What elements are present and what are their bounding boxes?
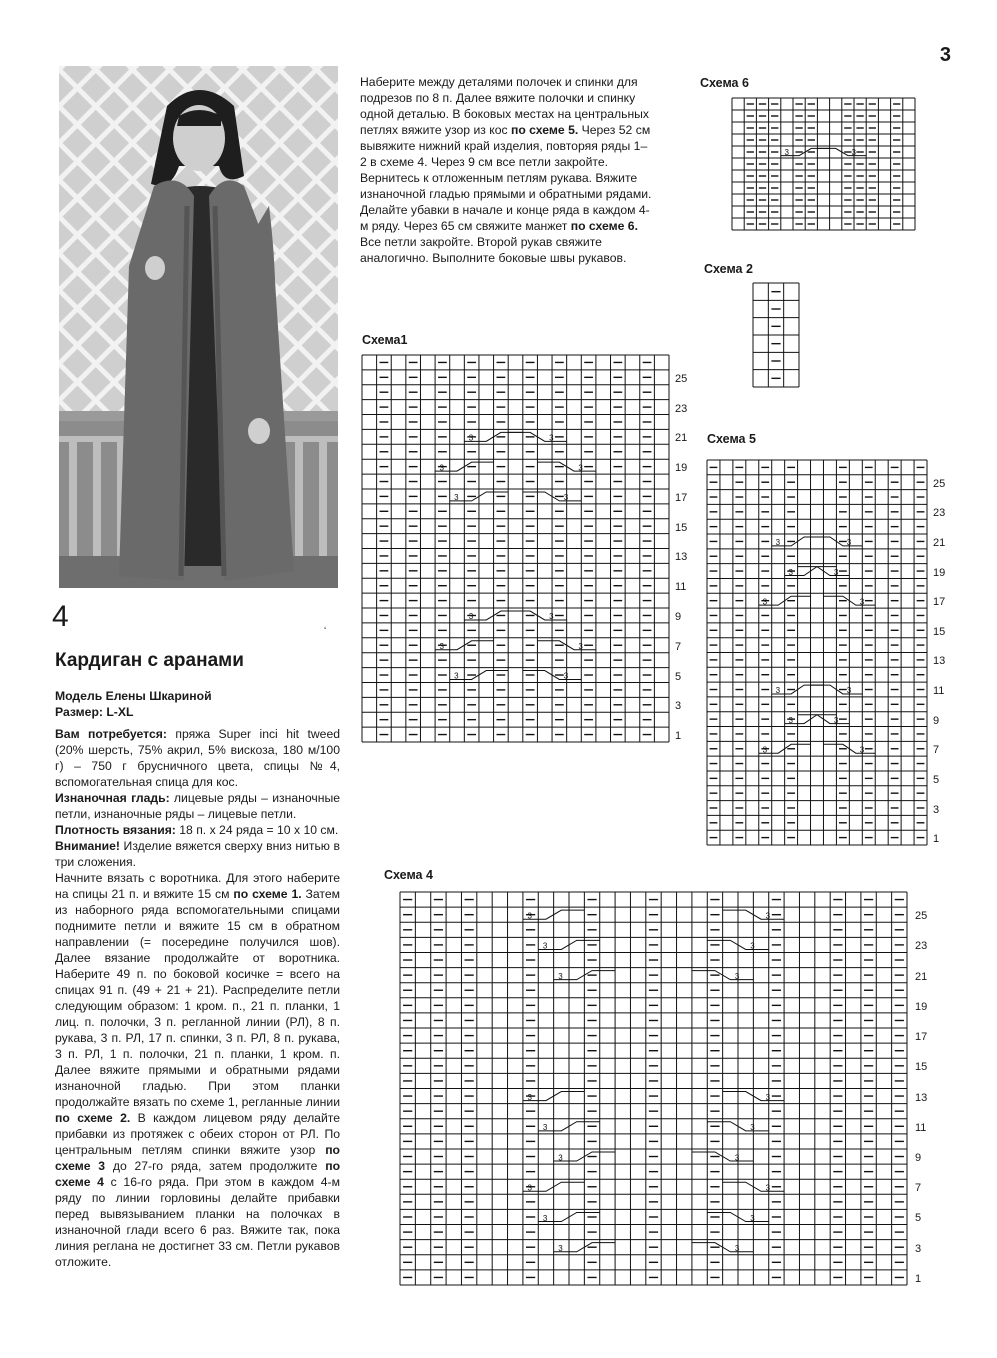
svg-text:3: 3 [765, 1183, 771, 1193]
row-number: 3 [915, 1242, 922, 1255]
row-number: 15 [933, 625, 946, 638]
row-number: 1 [915, 1272, 922, 1285]
size: Размер: L-XL [55, 705, 134, 719]
svg-text:3: 3 [439, 463, 444, 473]
svg-text:3: 3 [859, 745, 865, 755]
chart-4-grid [400, 892, 907, 1285]
svg-text:3: 3 [468, 433, 474, 443]
instructions-left-column [55, 688, 340, 1270]
svg-text:3: 3 [734, 1153, 740, 1163]
row-number: 23 [915, 940, 928, 953]
svg-text:3: 3 [542, 941, 548, 951]
row-number: 15 [675, 521, 688, 534]
page-title: Кардиган с аранами [55, 650, 244, 671]
svg-text:3: 3 [833, 567, 839, 577]
density: Плотность вязания: 18 п. х 24 ряда = 10 х 10 см. [55, 823, 339, 837]
chart-4-label: Схема 4 [384, 868, 433, 882]
row-number: 25 [675, 372, 688, 385]
row-number: 15 [915, 1061, 928, 1074]
svg-text:3: 3 [563, 493, 569, 503]
row-number: 13 [933, 655, 946, 668]
chart-5-label: Схема 5 [707, 432, 756, 446]
row-number: 11 [933, 685, 945, 698]
row-number: 5 [915, 1212, 922, 1225]
row-number: 23 [933, 507, 946, 520]
chart-1-label: Схема1 [362, 333, 408, 347]
instructions-middle-column [360, 74, 652, 266]
row-number: 7 [933, 744, 940, 757]
chart-6-grid [732, 98, 915, 230]
svg-text:3: 3 [734, 971, 740, 981]
corner-mark: ʻ [324, 626, 327, 637]
svg-text:3: 3 [558, 971, 563, 981]
row-number: 13 [915, 1091, 928, 1104]
chart-6-label: Схема 6 [700, 76, 749, 90]
purl-definition: Изнаночная гладь: лицевые ряды – изнаночные петли, изнаночные ряды – лицевые петли. [55, 791, 340, 821]
row-number: 25 [933, 477, 946, 490]
svg-text:3: 3 [542, 1123, 548, 1133]
svg-text:3: 3 [549, 612, 554, 622]
chart-5-grid [707, 460, 927, 845]
svg-text:3: 3 [762, 597, 768, 607]
row-number: 13 [675, 551, 688, 564]
svg-text:3: 3 [750, 1213, 755, 1223]
svg-text:3: 3 [527, 911, 532, 921]
chart-2-grid [753, 283, 799, 387]
model-photo-illustration [59, 66, 338, 588]
page-number: 3 [939, 44, 951, 66]
row-number: 5 [675, 670, 682, 683]
model-photo [59, 66, 338, 588]
body-instructions: Наберите между деталями полочек и спинки для подрезов по 8 п. Далее вяжите полочки и спинку одной деталью. В боковых местах на центральных петлях вяжите узор из кос по схеме 5. Через 52 см вывяжите нижний край изделия, повторяя ряды 1–2 в схеме 4. Через 9 см все петли закройте. [360, 75, 651, 169]
row-number: 9 [915, 1151, 922, 1164]
main-instructions: Начните вязать с воротника. Для этого наберите на спицы 21 п. и вяжите 15 см по схеме 1. Затем из наборного ряда вспомогательными спицами поднимите петли и вяжите 15 см в обратном направлении (= посередине получился шов). Далее вязание продолжайте от воротника. Наберите 49 п. по боковой косичке = всего на спицах 91 п. (49 + 21 + 21). Распределите петли следующим образом: 1 кром. п., 21 п. планки, 1 лиц. п. полочки, 3 п. регланной линии (РЛ), 8 п. рукава, 3 п. РЛ, 17 п. спинки, 3 п. РЛ, 8 п. рукава, 3 п. РЛ, 1 п. полочки, 21 п. планки, 1 кром. п. Далее вяжите прямыми и обратными рядами изнаночной гладью. При этом планки продолжайте вязать по схеме 1, регланные линии по схеме 2. В каждом лицевом ряду делайте прибавки из протяжек с обеих сторон от РЛ. По центральным петлям спинки вяжите узор по схеме 3 до 27-го ряда, затем продолжите по схеме 4 с 16-го ряда. При этом в каждом 4-м ряду по линии горловины делайте прибавки перед вывязыванием планки на полочках в изнаночной глади всего 6 раз. Вяжите так, пока линия реглана не достигнет 33 см. Петли рукавов отложите. [55, 871, 341, 1269]
svg-text:3: 3 [468, 612, 474, 622]
svg-text:3: 3 [734, 1243, 740, 1253]
svg-text:3: 3 [762, 745, 768, 755]
svg-text:3: 3 [549, 433, 554, 443]
svg-text:3: 3 [527, 1092, 532, 1102]
svg-text:3: 3 [750, 1123, 755, 1133]
row-number: 1 [675, 730, 682, 743]
svg-text:3: 3 [788, 715, 793, 725]
row-number: 7 [915, 1182, 922, 1195]
row-number: 17 [915, 1031, 928, 1044]
chart-2-label: Схема 2 [704, 262, 753, 276]
svg-text:3: 3 [558, 1153, 563, 1163]
row-number: 1 [933, 833, 940, 846]
svg-text:3: 3 [846, 538, 852, 548]
svg-text:3: 3 [454, 493, 459, 503]
attention: Внимание! Изделие вяжется сверху вниз нитью в три сложения. [55, 839, 340, 869]
row-number: 21 [915, 970, 928, 983]
row-number: 21 [933, 537, 946, 549]
row-number: 17 [933, 596, 946, 609]
svg-text:3: 3 [542, 1213, 548, 1223]
author: Модель Елены Шкариной [55, 689, 212, 703]
materials: Вам потребуется: пряжа Super inci hit tweed (20% шерсть, 75% акрил, 5% вискоза, 180 м/100 г) – 750 г брусничного цвета, спицы №4, вспомогательная спица для кос. [55, 727, 341, 789]
svg-text:3: 3 [775, 538, 781, 548]
row-number: 19 [675, 462, 688, 475]
model-number: 4 [52, 600, 69, 633]
row-number: 9 [675, 611, 682, 623]
row-number: 7 [675, 640, 682, 653]
svg-text:3: 3 [833, 715, 839, 725]
svg-text:3: 3 [578, 641, 583, 651]
row-number: 11 [675, 581, 687, 594]
svg-text:3: 3 [765, 1092, 771, 1102]
svg-text:3: 3 [765, 911, 771, 921]
row-number: 17 [675, 491, 688, 504]
svg-text:3: 3 [851, 148, 857, 157]
svg-text:3: 3 [454, 671, 459, 681]
svg-text:3: 3 [775, 686, 781, 696]
row-number: 19 [933, 566, 946, 579]
row-number: 5 [933, 773, 940, 786]
svg-text:3: 3 [788, 567, 793, 577]
row-number: 3 [675, 700, 682, 713]
svg-text:3: 3 [558, 1243, 563, 1253]
svg-text:3: 3 [846, 686, 852, 696]
row-number: 11 [915, 1121, 927, 1134]
svg-text:3: 3 [563, 671, 569, 681]
row-number: 3 [933, 803, 940, 816]
svg-text:3: 3 [578, 463, 583, 473]
row-number: 19 [915, 1000, 928, 1013]
row-number: 9 [933, 714, 940, 727]
row-number: 21 [675, 432, 688, 445]
svg-text:3: 3 [750, 941, 755, 951]
svg-text:3: 3 [859, 597, 865, 607]
row-number: 25 [915, 910, 928, 923]
row-number: 23 [675, 402, 688, 415]
svg-text:3: 3 [439, 641, 444, 651]
sleeve-instructions: Вернитесь к отложенным петлям рукава. Вяжите изнаночной гладью прямыми и обратными рядами. Делайте убавки в начале и конце ряда в каждом 4-м ряду. Через 65 см свяжите манжет по схеме 6. Все петли закройте. Второй рукав свяжите аналогично. Выполните боковые швы рукавов. [360, 171, 652, 265]
chart-1-grid [362, 355, 669, 742]
svg-text:3: 3 [784, 148, 789, 157]
svg-text:3: 3 [527, 1183, 532, 1193]
